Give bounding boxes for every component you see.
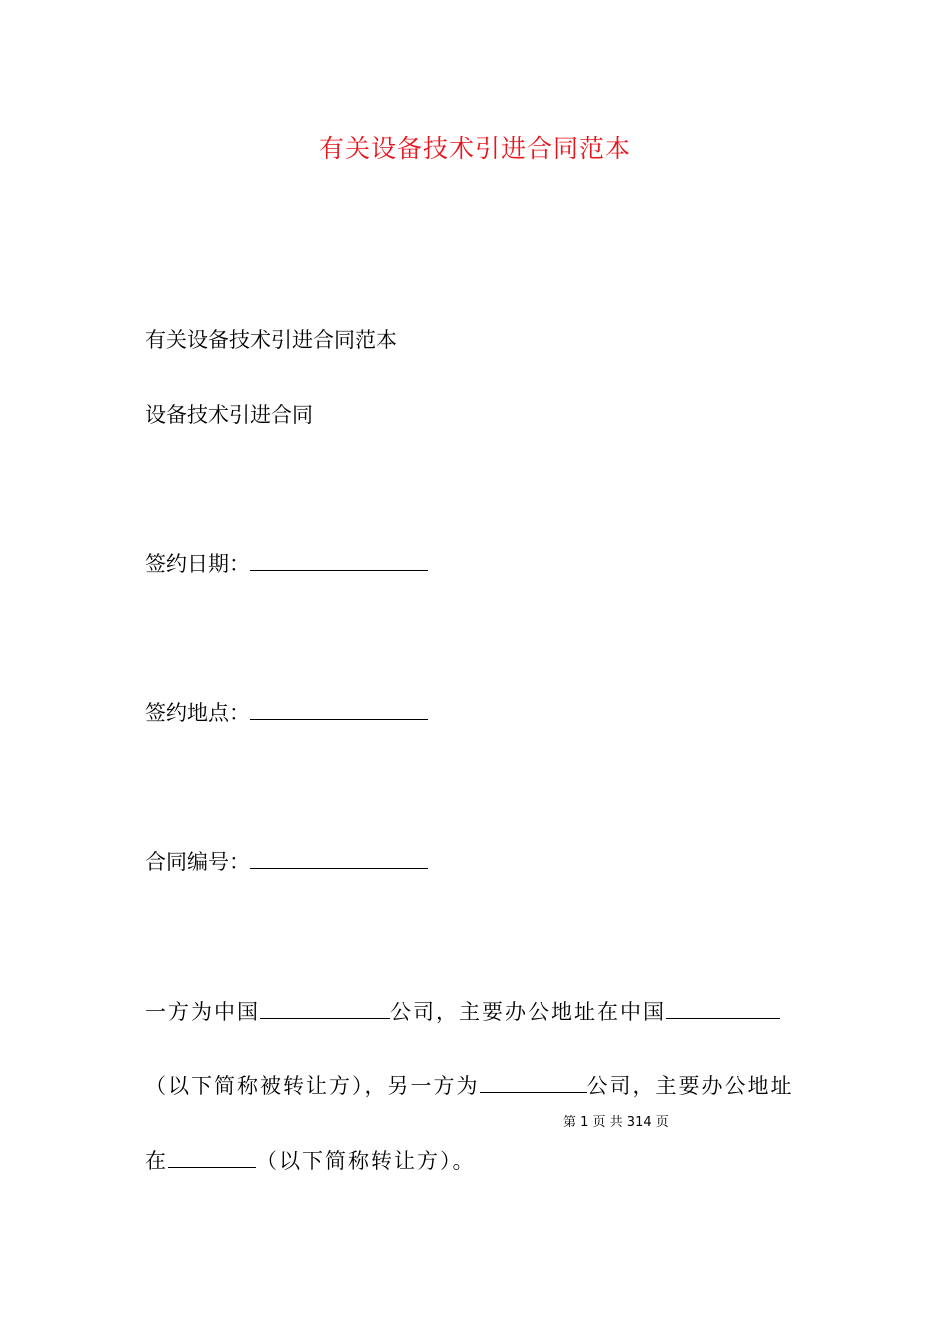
sign-place-blank [250, 699, 428, 720]
party-a-company-blank [260, 998, 390, 1019]
paragraph-line-2 [145, 1071, 794, 1101]
party-b-address-blank [168, 1147, 256, 1168]
party-a-intro: 一方为中国 [145, 1000, 260, 1024]
party-b-intro: （以下简称被转让方），另一方为 [145, 1074, 480, 1098]
sign-date-blank [250, 550, 428, 571]
paragraph-line-1 [145, 997, 780, 1027]
party-b-address-prefix: 在 [145, 1149, 168, 1173]
party-a-address-blank [666, 998, 780, 1019]
sign-date-label: 签约日期： [145, 552, 250, 576]
contract-number-row [145, 847, 428, 877]
party-b-company-blank [480, 1072, 587, 1093]
paragraph-line-3 [145, 1146, 476, 1176]
contract-subtitle: 设备技术引进合同 [145, 403, 313, 427]
sign-date-row [145, 549, 428, 579]
page-footer: 第 1 页 共 314 页 [563, 1115, 669, 1130]
sign-place-label: 签约地点： [145, 701, 250, 725]
party-b-alias: （以下简称转让方）。 [256, 1149, 476, 1173]
party-b-address-intro: 公司，主要办公地址 [586, 1074, 794, 1098]
party-a-address-intro: 公司，主要办公地址在中国 [390, 1000, 666, 1024]
heading-repeat: 有关设备技术引进合同范本 [145, 328, 397, 352]
sign-place-row [145, 698, 428, 728]
contract-number-blank [250, 848, 428, 869]
contract-number-label: 合同编号： [145, 850, 250, 874]
document-title: 有关设备技术引进合同范本 [318, 134, 631, 163]
